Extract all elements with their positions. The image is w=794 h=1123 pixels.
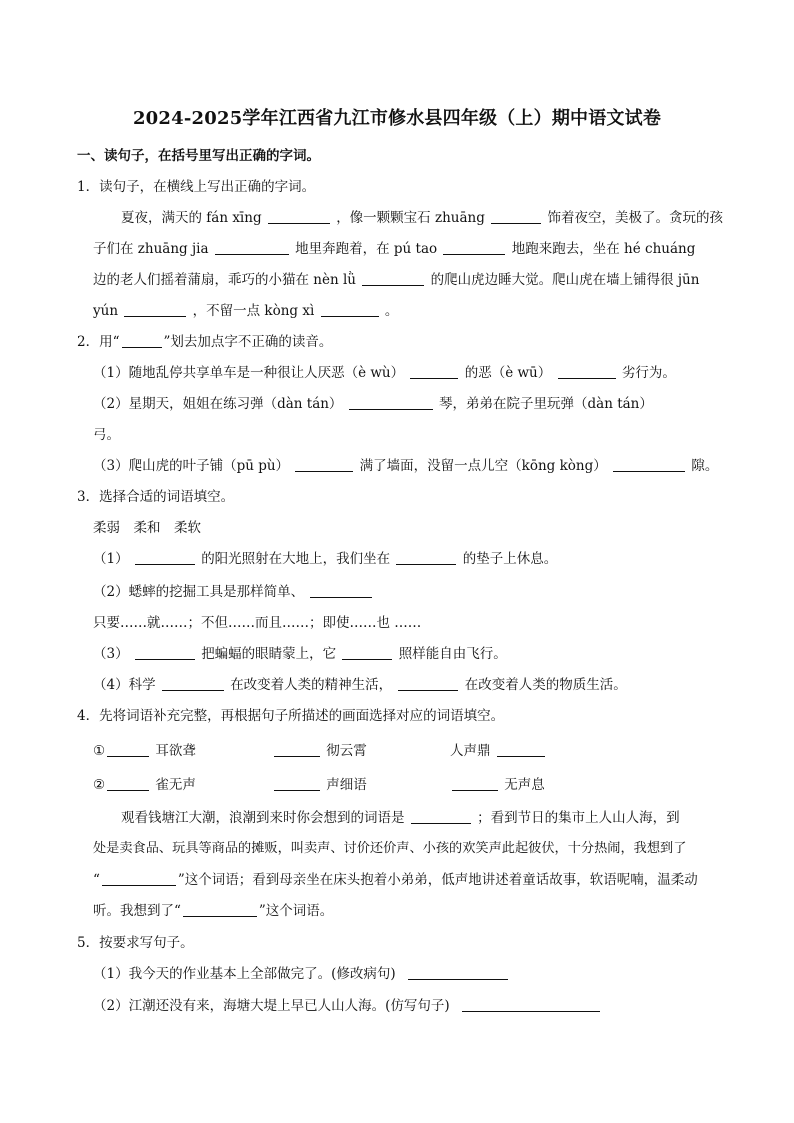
q3-word-bank: 柔弱 柔和 柔软 — [93, 520, 201, 536]
q4-para-line-4: 听。我想到了“ ”这个词语。 — [93, 903, 334, 919]
q4-row-1: ① 耳欲聋 — [93, 743, 196, 759]
answer-blank[interactable] — [558, 377, 616, 379]
q1-line-4: yún ，不留一点 kòng xì 。 — [93, 303, 399, 319]
exam-title: 2024-2025学年江西省九江市修水县四年级（上）期中语文试卷 — [132, 108, 662, 129]
answer-blank[interactable] — [107, 755, 149, 757]
answer-blank[interactable] — [124, 315, 186, 317]
answer-blank[interactable] — [321, 315, 379, 317]
answer-blank[interactable] — [295, 470, 353, 472]
answer-blank[interactable] — [410, 377, 458, 379]
q5-item-1: （1）我今天的作业基本上全部做完了。(修改病句) — [93, 962, 510, 982]
q2-item-3: （3）爬山虎的叶子铺（pū pù） 满了墙面，没留一点儿空（kōng kòng） 隙。 — [93, 458, 719, 474]
q4-row-2-c: 无声息 — [450, 773, 545, 793]
q3-item-2: （2）蟋蟀的挖掘工具是那样简单、 — [93, 580, 374, 600]
question-2-heading: 2．用“ ”划去加点字不正确的读音。 — [77, 334, 333, 350]
answer-blank[interactable] — [462, 1010, 600, 1012]
answer-blank[interactable] — [613, 470, 685, 472]
q4-para-line-3: “ ”这个词语；看到母亲坐在床头抱着小弟弟，低声地讲述着童话故事，软语呢喃，温柔动 — [93, 872, 698, 888]
q3-item-3: （3） 把蝙蝠的眼睛蒙上，它 照样能自由飞行。 — [93, 646, 507, 662]
question-1-heading: 1．读句子，在横线上写出正确的字词。 — [77, 179, 316, 195]
answer-blank[interactable] — [497, 755, 545, 757]
answer-blank[interactable] — [102, 884, 176, 886]
q4-row-2: ② 雀无声 — [93, 777, 196, 793]
q2-item-2-cont: 弓。 — [93, 427, 120, 443]
q2-item-2: （2）星期天，姐姐在练习弹（dàn tán） 琴，弟弟在院子里玩弹（dàn tán） — [93, 396, 653, 412]
q4-row-1-c: 人声鼎 — [450, 739, 547, 759]
answer-blank[interactable] — [362, 284, 424, 286]
q3-item-1: （1） 的阳光照射在大地上，我们坐在 的垫子上休息。 — [93, 551, 558, 567]
answer-blank[interactable] — [411, 822, 471, 824]
question-4-heading: 4．先将词语补充完整，再根据句子所描述的画面选择对应的词语填空。 — [77, 708, 505, 724]
answer-blank[interactable] — [443, 253, 505, 255]
answer-blank[interactable] — [408, 978, 508, 980]
q3-word-bank-2: 只要……就……；不但……而且……；即使……也 …… — [93, 615, 422, 631]
q4-row-2-b: 声细语 — [272, 773, 367, 793]
q3-item-4: （4）科学 在改变着人类的精神生活， 在改变着人类的物质生活。 — [93, 677, 627, 693]
q2-item-1: （1）随地乱停共享单车是一种很让人厌恶（è wù） 的恶（è wū） 劣行为。 — [93, 365, 676, 381]
answer-blank[interactable] — [162, 689, 224, 691]
q4-row-1-b: 彻云霄 — [272, 739, 367, 759]
answer-blank[interactable] — [268, 222, 330, 224]
q4-para-line-2: 处是卖食品、玩具等商品的摊贩，叫卖声、讨价还价声、小孩的欢笑声此起彼伏，十分热闹，我想到了 — [93, 841, 687, 856]
strike-line-sample — [122, 346, 162, 348]
answer-blank[interactable] — [349, 408, 433, 410]
question-3-heading: 3．选择合适的词语填空。 — [77, 489, 235, 505]
q1-line-1: 夏夜，满天的 fán xīng ，像一颗颗宝石 zhuāng 饰着夜空，美极了。贪玩的孩 — [121, 210, 723, 226]
answer-blank[interactable] — [274, 789, 320, 791]
answer-blank[interactable] — [135, 563, 195, 565]
answer-blank[interactable] — [107, 789, 149, 791]
answer-blank[interactable] — [342, 658, 392, 660]
answer-blank[interactable] — [396, 563, 456, 565]
answer-blank[interactable] — [310, 596, 372, 598]
q4-para-line-1: 观看钱塘江大潮，浪潮到来时你会想到的词语是 ；看到节日的集市上人山人海，到 — [121, 810, 680, 826]
section-heading-1: 一、读句子，在括号里写出正确的字词。 — [77, 148, 320, 164]
q1-line-2: 子们在 zhuāng jia 地里奔跑着，在 pú tao 地跑来跑去，坐在 hé chuáng — [93, 241, 696, 257]
answer-blank[interactable] — [183, 915, 257, 917]
q5-item-2: （2）江潮还没有来，海塘大堤上早已人山人海。(仿写句子) — [93, 994, 602, 1014]
answer-blank[interactable] — [491, 222, 541, 224]
answer-blank[interactable] — [398, 689, 458, 691]
q1-line-3: 边的老人们摇着蒲扇，乖巧的小猫在 nèn lǜ 的爬山虎边睡大觉。爬山虎在墙上铺得很 jūn — [93, 272, 700, 288]
answer-blank[interactable] — [215, 253, 289, 255]
answer-blank[interactable] — [135, 658, 195, 660]
question-5-heading: 5．按要求写句子。 — [77, 935, 194, 951]
answer-blank[interactable] — [452, 789, 498, 791]
answer-blank[interactable] — [274, 755, 320, 757]
